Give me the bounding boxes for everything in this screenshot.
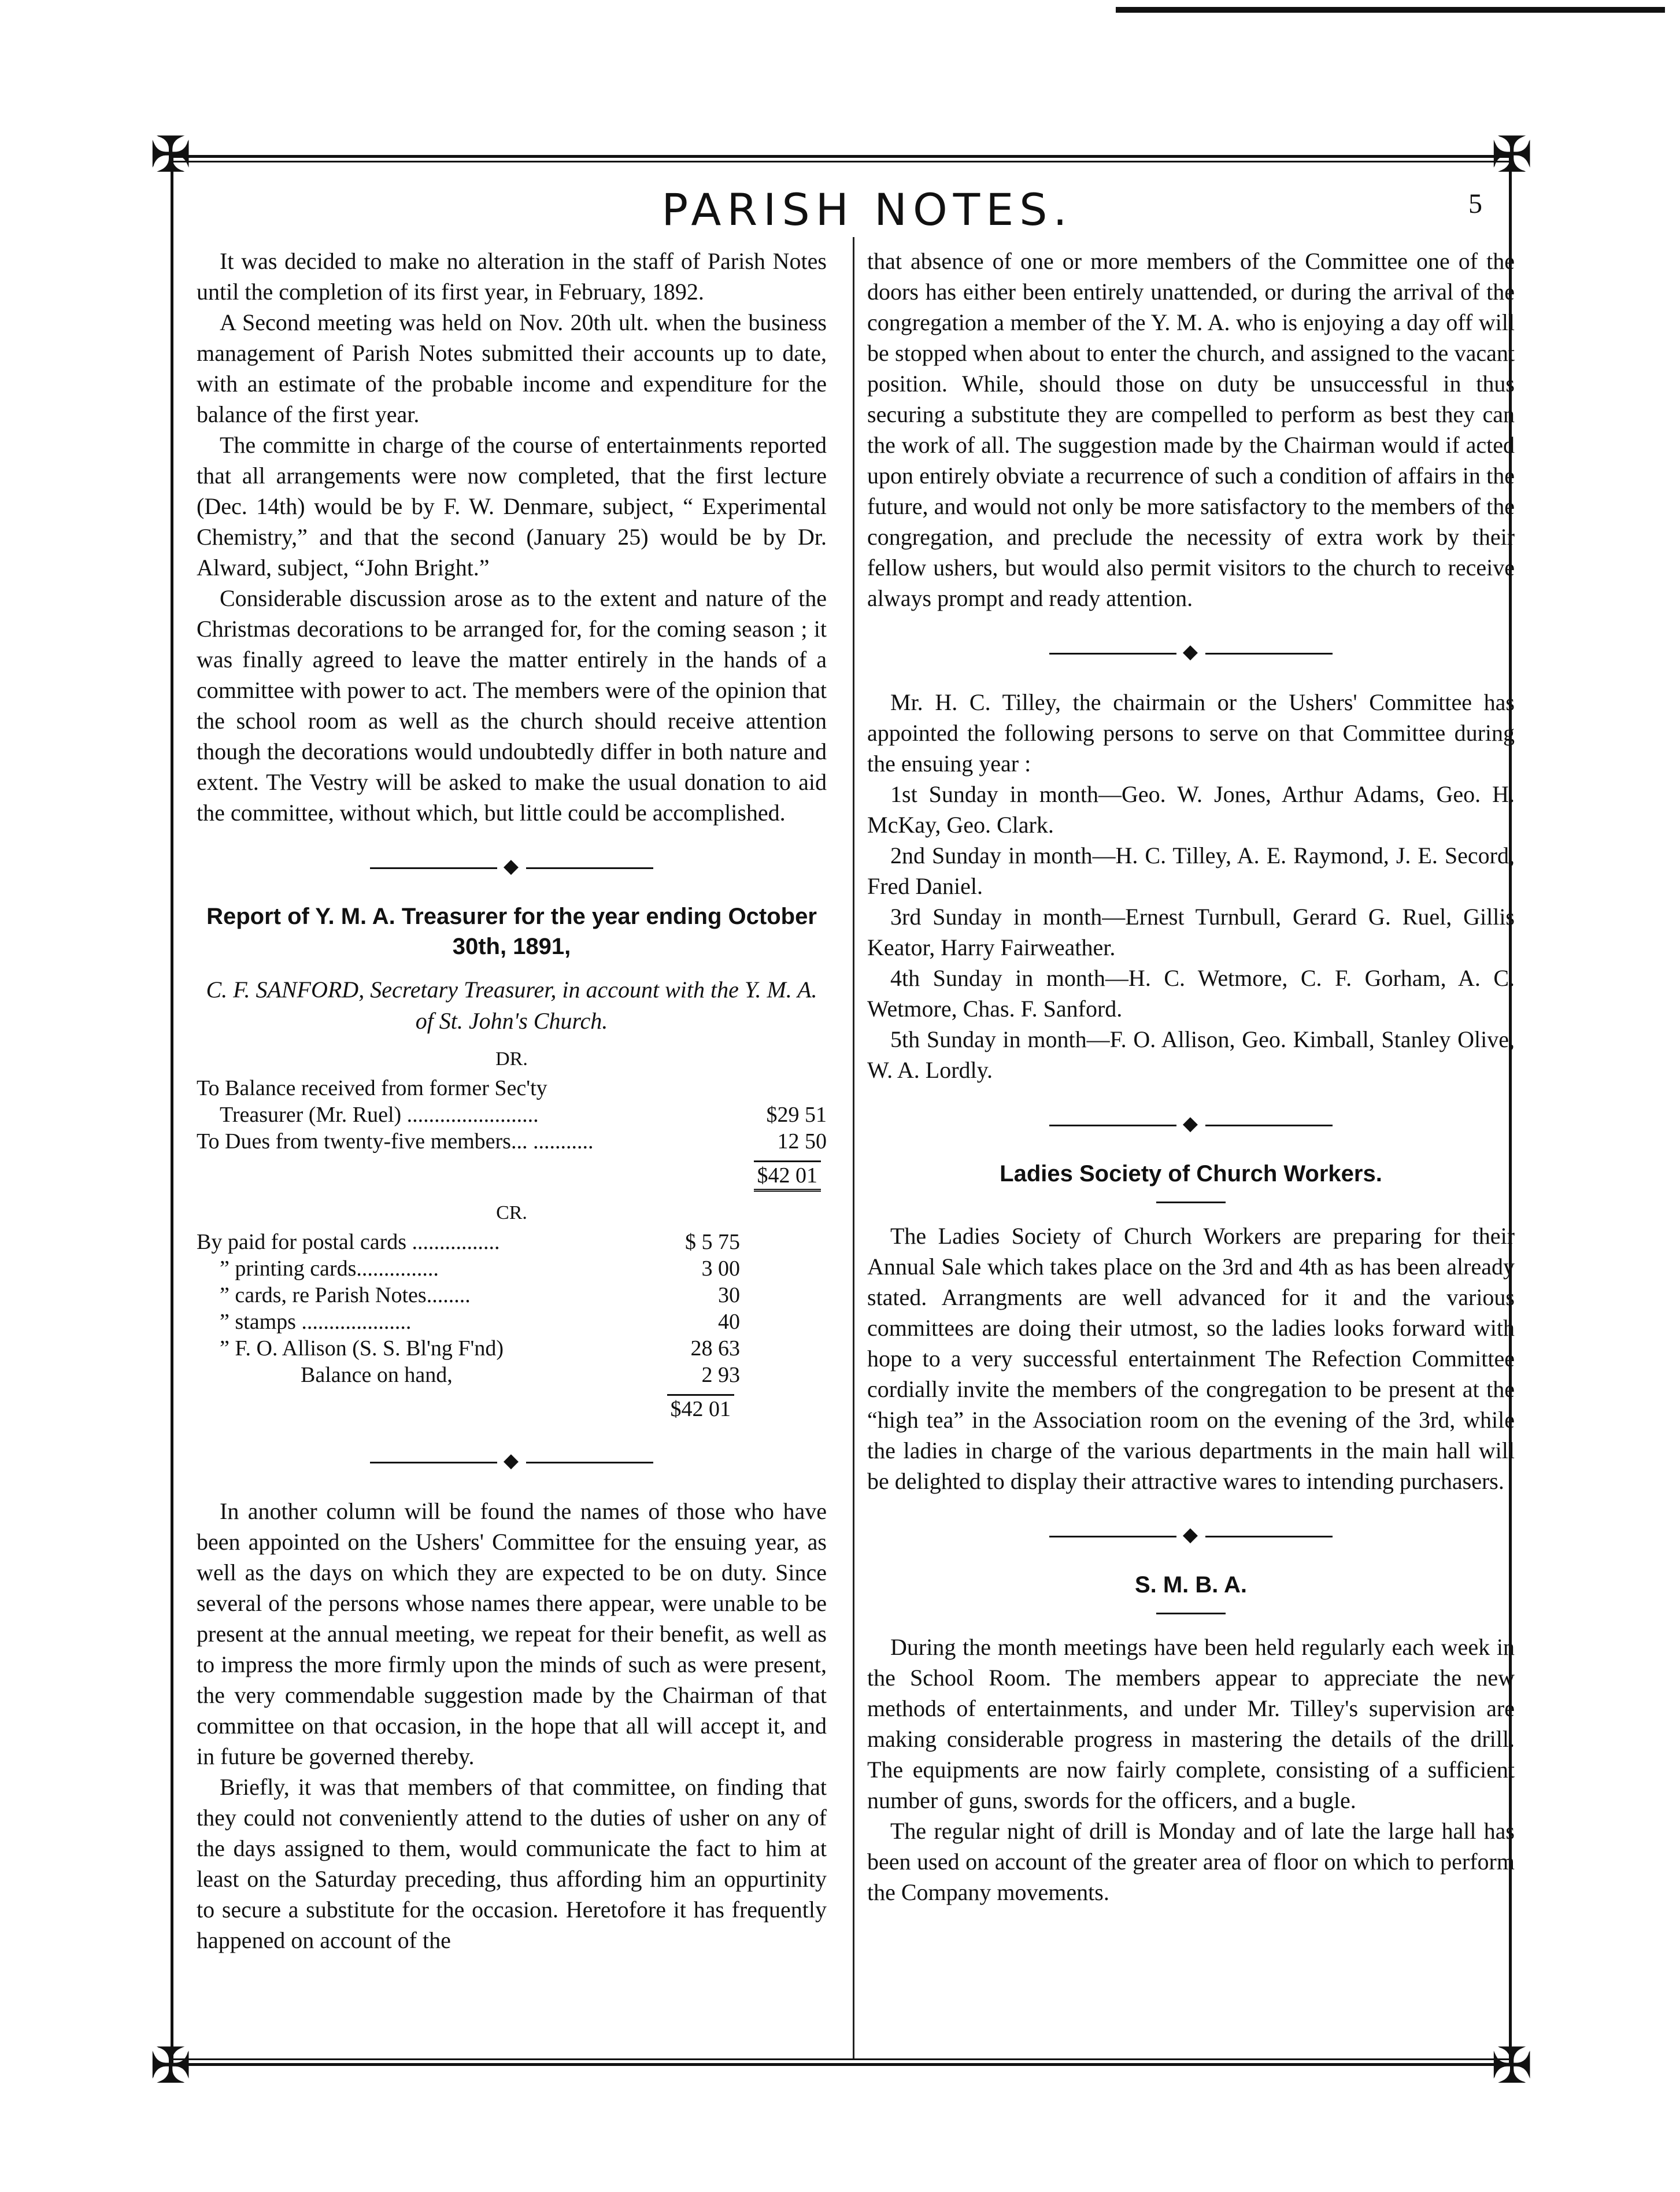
ledger-row: ” printing cards............... 3 00 [220,1256,740,1281]
section-ornament: ◆ [867,637,1515,667]
list-item: 2nd Sunday in month—H. C. Tilley, A. E. Raymond, J. E. Secord, Fred Daniel. [867,842,1515,899]
divider [1156,1613,1226,1614]
ledger-row: ” stamps .................... 40 [220,1310,740,1334]
ledger-row: ” cards, re Parish Notes........ 30 [220,1283,740,1307]
paragraph: Mr. H. C. Tilley, the chairmain or the Ushers' Committee has appointed the following persons to serve on that Committee during the ensuing year : [867,689,1515,777]
column-divider [853,237,854,2058]
paragraph: The Ladies Society of Church Workers are preparing for their Annual Sale which takes place on the 3rd and 4th as has been already stated. Arrangments are well advanced for it and the various committees are doing their utmost, so the ladies looks forward with hope to a very successful entertainment The Refection Committee cordially invite the members of the congregation to be present at the “high tea” in the Association room on the evening of the 3rd, while the ladies in charge of the various departments in the main hall will be delighted to display their attractive wares to intending purchasers. [867,1223,1515,1494]
ledger-row: Treasurer (Mr. Ruel) ........................ $29 51 [220,1103,827,1127]
section-ornament: ◆ [197,851,827,882]
list-item: 1st Sunday in month—Geo. W. Jones, Arthur Adams, Geo. H. McKay, Geo. Clark. [867,781,1515,838]
debit-label: DR. [495,1048,528,1070]
report-title: Report of Y. M. A. Treasurer for the year ending October 30th, 1891, [206,904,817,959]
ledger-row: Balance on hand, 2 93 [301,1363,740,1387]
credit-label: CR. [496,1202,527,1223]
top-rule [1116,7,1665,13]
ushers-list [867,779,1515,1085]
divider [1156,1202,1226,1203]
ledger-row: To Balance received from former Sec'ty [197,1076,547,1100]
paragraph: The committe in charge of the course of entertainments reported that all arrangements were now completed, that the first lecture (Dec. 14th) would be by F. W. Denmare, subject, “ Experimental Chemistry,” and that the second (January 25) would be by Dr. Alward, subject, “John Bright.” [197,432,827,581]
paragraph: Considerable discussion arose as to the extent and nature of the Christmas decorations to be arranged for, for the coming season ; it was finally agreed to leave the matter entirely in the hands of a committee with power to act. The members were of the opinion that the school room as well as the church should receive attention though the decorations would undoubtedly differ in both nature and extent. The Vestry will be asked to make the usual donation to aid the committee, without which, but little could be accomplished. [197,585,827,826]
page-number: 5 [1468,188,1482,219]
ledger-row: By paid for postal cards ................ $ 5 75 [197,1230,740,1254]
list-item: 5th Sunday in month—F. O. Allison, Geo. Kimball, Stanley Olive, W. A. Lordly. [867,1026,1515,1083]
treasurer-ledger [197,1046,827,1422]
cross-ornament-icon: ✠ [149,2037,192,2095]
paragraph: It was decided to make no alteration in the staff of Parish Notes until the completion of its first year, in February, 1892. [197,248,827,305]
page-title: PARISH NOTES. [661,184,1073,235]
debit-total: $42 01 [197,1160,827,1192]
right-column [867,246,1515,1908]
paragraph: Briefly, it was that members of that committee, on finding that they could not conveniently attend to the duties of usher on any of the days assigned to them, would communicate the fact to him at least on the Saturday preceding, thus affording him an oppurtinity to secure a substitute for the occasion. Heretofore it has frequently happened on account of the [197,1774,827,1953]
cross-ornament-icon: ✠ [149,126,192,184]
section-ornament: ◆ [867,1108,1515,1139]
ledger-row: To Dues from twenty-five members... ........... 12 50 [197,1129,827,1154]
left-column [197,246,827,1956]
list-item: 3rd Sunday in month—Ernest Turnbull, Gerard G. Ruel, Gillis Keator, Harry Fairweather. [867,904,1515,960]
cross-ornament-icon: ✠ [1490,126,1533,184]
section-ornament: ◆ [197,1446,827,1476]
paragraph: During the month meetings have been held regularly each week in the School Room. The members appear to appreciate the new methods of entertainments, and under Mr. Tilley's supervision are making considerable progress in mastering the details of the drill. The equipments are now fairly complete, consisting of a sufficient number of guns, swords for the officers, and a bugle. [867,1634,1515,1813]
report-subtitle: C. F. SANFORD, Secretary Treasurer, in account with the Y. M. A. of St. John's Church. [206,977,817,1034]
section-ornament: ◆ [867,1520,1515,1550]
section-heading: S. M. B. A. [1134,1572,1248,1598]
paragraph: that absence of one or more members of the Committee one of the doors has either been entirely unattended, or during the arrival of the congregation a member of the Y. M. A. who is enjoying a day off will be stopped when about to enter the church, and assigned to the vacant position. While, should those on duty be unsuccessful in thus securing a substitute they are compelled to perform as best they can the work of all. The suggestion made by the Chairman would if acted upon entirely obviate a recurrence of such a condition of affairs in the future, and would not only be more satisfactory to the members of the congregation, and preclude the necessity of extra work by their fellow ushers, but would also permit visitors to the church to receive always prompt and ready attention. [867,248,1515,611]
ledger-row: ” F. O. Allison (S. S. Bl'ng F'nd) 28 63 [220,1336,740,1361]
section-heading: Ladies Society of Church Workers. [1000,1161,1382,1186]
list-item: 4th Sunday in month—H. C. Wetmore, C. F. Gorham, A. C. Wetmore, Chas. F. Sanford. [867,965,1515,1022]
credit-total: $42 01 [197,1394,827,1422]
paragraph: In another column will be found the names of those who have been appointed on the Ushers' Committee for the ensuing year, as well as the days on which they are expected to be on duty. Since several of the persons whose names there appear, were unable to be present at the annual meeting, we repeat for their benefit, as well as to impress the more firmly upon the minds of such as were present, the very commendable suggestion made by the Chairman of that committee on that occasion, in the hope that all will accept it, and in future be governed thereby. [197,1498,827,1769]
paragraph: The regular night of drill is Monday and of late the large hall has been used on account of the greater area of floor on which to perform the Company movements. [867,1818,1515,1905]
cross-ornament-icon: ✠ [1490,2037,1533,2095]
paragraph: A Second meeting was held on Nov. 20th ult. when the business management of Parish Notes submitted their accounts up to date, with an estimate of the probable income and expenditure for the balance of the first year. [197,309,827,427]
